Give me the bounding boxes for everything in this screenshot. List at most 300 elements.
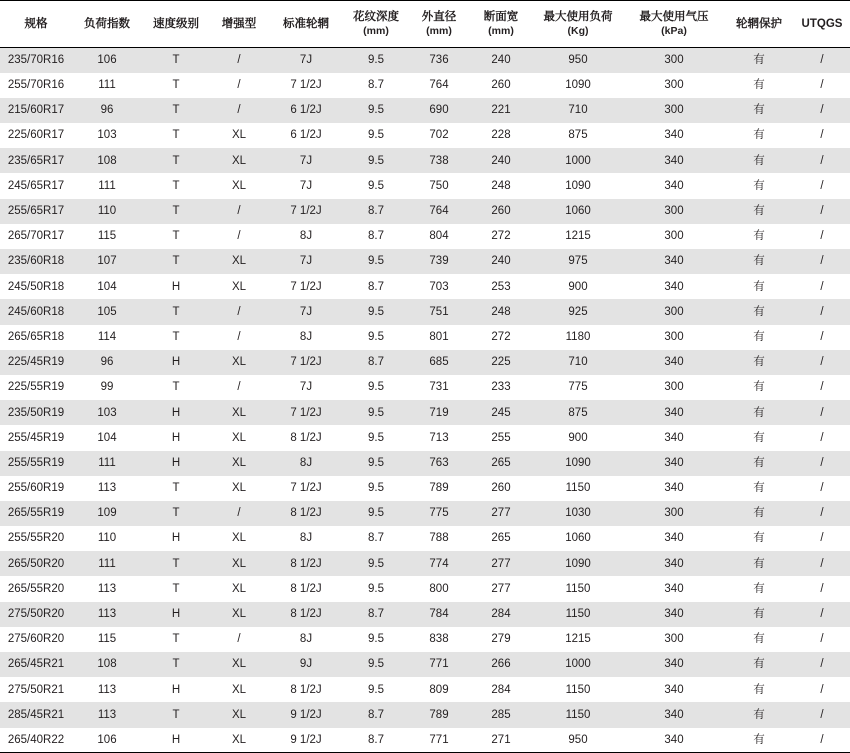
column-header-section-width <box>470 1 532 48</box>
table-cell: T <box>142 73 210 98</box>
table-cell: 710 <box>532 98 624 123</box>
table-cell: 340 <box>624 576 724 601</box>
table-cell: H <box>142 400 210 425</box>
table-header <box>0 1 850 48</box>
table-cell: 235/65R17 <box>0 148 72 173</box>
table-cell: / <box>794 728 850 753</box>
table-cell: 107 <box>72 249 142 274</box>
table-cell: 275/50R20 <box>0 602 72 627</box>
table-cell: / <box>794 400 850 425</box>
table-cell: 106 <box>72 48 142 73</box>
table-cell: 9.5 <box>344 551 408 576</box>
table-cell: / <box>210 98 268 123</box>
table-cell: T <box>142 148 210 173</box>
table-cell: 有 <box>724 325 794 350</box>
table-cell: 1150 <box>532 677 624 702</box>
table-row <box>0 677 850 702</box>
table-row <box>0 350 850 375</box>
table-cell: 有 <box>724 702 794 727</box>
table-cell: 340 <box>624 249 724 274</box>
table-cell: 225/60R17 <box>0 123 72 148</box>
table-cell: XL <box>210 652 268 677</box>
column-header-label: 增强型 <box>221 17 257 30</box>
table-cell: 9J <box>268 652 344 677</box>
table-cell: XL <box>210 249 268 274</box>
table-cell: 340 <box>624 274 724 299</box>
table-cell: 875 <box>532 123 624 148</box>
table-cell: 有 <box>724 224 794 249</box>
table-cell: H <box>142 274 210 299</box>
table-cell: 774 <box>408 551 470 576</box>
table-cell: 有 <box>724 48 794 73</box>
table-cell: 1090 <box>532 451 624 476</box>
table-cell: 235/50R19 <box>0 400 72 425</box>
table-cell: 245/65R17 <box>0 173 72 198</box>
table-cell: 235/70R16 <box>0 48 72 73</box>
table-cell: 260 <box>470 199 532 224</box>
table-cell: 7J <box>268 249 344 274</box>
table-cell: 9.5 <box>344 249 408 274</box>
table-cell: 8.7 <box>344 728 408 753</box>
table-cell: 114 <box>72 325 142 350</box>
table-row <box>0 526 850 551</box>
table-cell: 275/60R20 <box>0 627 72 652</box>
table-cell: T <box>142 224 210 249</box>
table-cell: 300 <box>624 98 724 123</box>
table-cell: / <box>794 501 850 526</box>
column-header-label: 花纹深度 <box>353 11 399 24</box>
table-cell: 有 <box>724 501 794 526</box>
table-cell: 764 <box>408 73 470 98</box>
table-cell: 113 <box>72 576 142 601</box>
table-cell: 有 <box>724 123 794 148</box>
table-cell: T <box>142 249 210 274</box>
column-header-label: 断面宽 <box>483 11 519 24</box>
table-cell: 8J <box>268 325 344 350</box>
table-cell: 1030 <box>532 501 624 526</box>
table-cell: 9.5 <box>344 98 408 123</box>
table-cell: 300 <box>624 627 724 652</box>
table-cell: / <box>794 627 850 652</box>
table-cell: 111 <box>72 173 142 198</box>
table-cell: 7 1/2J <box>268 400 344 425</box>
column-header-label: 最大使用气压 <box>639 11 709 24</box>
table-cell: 115 <box>72 224 142 249</box>
table-cell: T <box>142 199 210 224</box>
table-cell: 8 1/2J <box>268 425 344 450</box>
table-cell: XL <box>210 551 268 576</box>
table-row <box>0 375 850 400</box>
table-cell: 731 <box>408 375 470 400</box>
table-cell: 233 <box>470 375 532 400</box>
table-cell: / <box>210 73 268 98</box>
table-cell: 有 <box>724 476 794 501</box>
table-cell: 245/60R18 <box>0 299 72 324</box>
table-cell: / <box>794 199 850 224</box>
table-cell: 1150 <box>532 576 624 601</box>
table-cell: 255 <box>470 425 532 450</box>
table-cell: 950 <box>532 728 624 753</box>
column-header-label: 规格 <box>24 17 48 30</box>
table-cell: 6 1/2J <box>268 123 344 148</box>
table-cell: 7 1/2J <box>268 476 344 501</box>
table-cell: 1090 <box>532 173 624 198</box>
table-cell: 7J <box>268 148 344 173</box>
table-cell: / <box>794 325 850 350</box>
table-cell: 340 <box>624 148 724 173</box>
table-cell: T <box>142 48 210 73</box>
table-cell: XL <box>210 274 268 299</box>
table-cell: 900 <box>532 425 624 450</box>
table-cell: 284 <box>470 602 532 627</box>
table-cell: H <box>142 451 210 476</box>
table-cell: 279 <box>470 627 532 652</box>
table-cell: 有 <box>724 375 794 400</box>
table-cell: 266 <box>470 652 532 677</box>
table-cell: 713 <box>408 425 470 450</box>
table-cell: 9.5 <box>344 375 408 400</box>
table-cell: 8J <box>268 627 344 652</box>
table-cell: 784 <box>408 602 470 627</box>
table-cell: 1150 <box>532 476 624 501</box>
table-cell: 925 <box>532 299 624 324</box>
table-cell: / <box>794 425 850 450</box>
table-cell: 有 <box>724 627 794 652</box>
table-cell: XL <box>210 526 268 551</box>
table-cell: 340 <box>624 350 724 375</box>
table-cell: 340 <box>624 526 724 551</box>
table-cell: 272 <box>470 224 532 249</box>
table-cell: 1090 <box>532 551 624 576</box>
table-cell: 710 <box>532 350 624 375</box>
table-cell: 9.5 <box>344 451 408 476</box>
table-cell: / <box>794 652 850 677</box>
table-row <box>0 400 850 425</box>
table-cell: 109 <box>72 501 142 526</box>
table-cell: 有 <box>724 652 794 677</box>
table-row <box>0 501 850 526</box>
table-cell: 804 <box>408 224 470 249</box>
table-cell: 300 <box>624 375 724 400</box>
table-cell: 265/70R17 <box>0 224 72 249</box>
table-cell: T <box>142 551 210 576</box>
table-cell: 有 <box>724 425 794 450</box>
table-cell: 739 <box>408 249 470 274</box>
table-cell: 1150 <box>532 702 624 727</box>
table-cell: 265 <box>470 526 532 551</box>
table-row <box>0 602 850 627</box>
table-cell: 260 <box>470 476 532 501</box>
table-cell: 265/65R18 <box>0 325 72 350</box>
table-cell: 有 <box>724 677 794 702</box>
table-cell: 9.5 <box>344 173 408 198</box>
table-cell: / <box>794 526 850 551</box>
table-cell: 340 <box>624 476 724 501</box>
table-cell: 800 <box>408 576 470 601</box>
table-row <box>0 224 850 249</box>
table-cell: 248 <box>470 299 532 324</box>
table-cell: 96 <box>72 98 142 123</box>
table-cell: 7 1/2J <box>268 199 344 224</box>
table-cell: 265 <box>470 451 532 476</box>
table-cell: 1000 <box>532 148 624 173</box>
table-cell: 113 <box>72 476 142 501</box>
table-cell: T <box>142 627 210 652</box>
table-row <box>0 299 850 324</box>
table-cell: 300 <box>624 48 724 73</box>
table-body <box>0 48 850 753</box>
column-header-outer-diameter <box>408 1 470 48</box>
table-cell: 340 <box>624 728 724 753</box>
table-cell: XL <box>210 702 268 727</box>
table-cell: / <box>794 173 850 198</box>
table-cell: 1215 <box>532 627 624 652</box>
table-cell: 1215 <box>532 224 624 249</box>
table-cell: 300 <box>624 299 724 324</box>
table-cell: XL <box>210 173 268 198</box>
table-cell: / <box>210 627 268 652</box>
table-cell: 9.5 <box>344 325 408 350</box>
table-cell: 有 <box>724 173 794 198</box>
table-cell: 875 <box>532 400 624 425</box>
table-cell: 736 <box>408 48 470 73</box>
table-cell: 228 <box>470 123 532 148</box>
table-cell: 775 <box>532 375 624 400</box>
table-cell: H <box>142 425 210 450</box>
table-cell: 8.7 <box>344 274 408 299</box>
table-cell: XL <box>210 451 268 476</box>
table-row <box>0 476 850 501</box>
table-cell: 764 <box>408 199 470 224</box>
table-cell: 763 <box>408 451 470 476</box>
table-cell: 9.5 <box>344 501 408 526</box>
column-header-label: 标准轮辋 <box>283 17 329 30</box>
table-cell: 340 <box>624 602 724 627</box>
column-header-unit: (kPa) <box>661 24 687 37</box>
table-cell: 703 <box>408 274 470 299</box>
table-cell: 340 <box>624 425 724 450</box>
table-cell: / <box>794 48 850 73</box>
table-row <box>0 274 850 299</box>
table-cell: / <box>794 148 850 173</box>
table-cell: 950 <box>532 48 624 73</box>
table-row <box>0 199 850 224</box>
table-cell: 7 1/2J <box>268 73 344 98</box>
table-cell: H <box>142 526 210 551</box>
table-cell: 340 <box>624 702 724 727</box>
table-cell: 265/55R19 <box>0 501 72 526</box>
table-row <box>0 123 850 148</box>
column-header-label: 速度级别 <box>153 17 199 30</box>
column-header-unit: (Kg) <box>567 24 589 37</box>
table-row <box>0 249 850 274</box>
table-cell: 8 1/2J <box>268 677 344 702</box>
table-cell: XL <box>210 148 268 173</box>
table-cell: T <box>142 123 210 148</box>
table-cell: 300 <box>624 224 724 249</box>
table-row <box>0 48 850 73</box>
table-cell: / <box>794 702 850 727</box>
table-cell: / <box>210 375 268 400</box>
table-cell: 300 <box>624 73 724 98</box>
table-cell: 900 <box>532 274 624 299</box>
table-cell: 9 1/2J <box>268 702 344 727</box>
table-cell: 9.5 <box>344 652 408 677</box>
column-header-reinforced <box>210 1 268 48</box>
table-cell: 340 <box>624 652 724 677</box>
table-cell: 240 <box>470 48 532 73</box>
table-cell: H <box>142 602 210 627</box>
table-cell: T <box>142 299 210 324</box>
table-cell: 有 <box>724 576 794 601</box>
table-cell: 300 <box>624 501 724 526</box>
table-cell: 277 <box>470 576 532 601</box>
table-cell: XL <box>210 602 268 627</box>
table-cell: 215/60R17 <box>0 98 72 123</box>
table-cell: T <box>142 652 210 677</box>
table-cell: 300 <box>624 199 724 224</box>
table-cell: / <box>794 249 850 274</box>
table-cell: T <box>142 375 210 400</box>
table-cell: 277 <box>470 551 532 576</box>
table-cell: T <box>142 173 210 198</box>
table-row <box>0 173 850 198</box>
table-cell: 788 <box>408 526 470 551</box>
table-cell: 8 1/2J <box>268 551 344 576</box>
table-cell: / <box>794 476 850 501</box>
table-cell: 340 <box>624 451 724 476</box>
table-cell: 9.5 <box>344 476 408 501</box>
table-cell: 789 <box>408 702 470 727</box>
table-cell: / <box>794 576 850 601</box>
table-cell: XL <box>210 476 268 501</box>
table-cell: 1090 <box>532 73 624 98</box>
table-cell: / <box>794 451 850 476</box>
table-cell: 271 <box>470 728 532 753</box>
table-cell: 7J <box>268 299 344 324</box>
table-cell: 771 <box>408 652 470 677</box>
table-cell: 221 <box>470 98 532 123</box>
table-cell: 1180 <box>532 325 624 350</box>
table-cell: 106 <box>72 728 142 753</box>
table-cell: / <box>794 224 850 249</box>
header-row <box>0 1 850 48</box>
table-cell: / <box>210 199 268 224</box>
table-cell: XL <box>210 677 268 702</box>
table-cell: 719 <box>408 400 470 425</box>
table-cell: / <box>794 677 850 702</box>
table-cell: 260 <box>470 73 532 98</box>
table-cell: XL <box>210 576 268 601</box>
table-cell: / <box>794 350 850 375</box>
table-cell: H <box>142 677 210 702</box>
table-cell: 9.5 <box>344 123 408 148</box>
table-cell: XL <box>210 123 268 148</box>
table-cell: 285 <box>470 702 532 727</box>
table-cell: 8.7 <box>344 73 408 98</box>
table-row <box>0 652 850 677</box>
table-cell: 有 <box>724 400 794 425</box>
table-cell: 284 <box>470 677 532 702</box>
column-header-label: 轮辋保护 <box>736 17 782 30</box>
table-cell: 789 <box>408 476 470 501</box>
table-cell: 9.5 <box>344 400 408 425</box>
column-header-label: 负荷指数 <box>84 17 130 30</box>
table-cell: 有 <box>724 526 794 551</box>
table-cell: T <box>142 98 210 123</box>
table-cell: 115 <box>72 627 142 652</box>
table-cell: / <box>210 501 268 526</box>
table-cell: 245 <box>470 400 532 425</box>
table-cell: 275/50R21 <box>0 677 72 702</box>
table-row <box>0 148 850 173</box>
table-cell: / <box>794 73 850 98</box>
table-cell: 8.7 <box>344 224 408 249</box>
table-cell: 7J <box>268 48 344 73</box>
table-cell: 751 <box>408 299 470 324</box>
table-cell: 750 <box>408 173 470 198</box>
column-header-tread-depth <box>344 1 408 48</box>
table-cell: 1060 <box>532 199 624 224</box>
table-cell: 809 <box>408 677 470 702</box>
table-cell: 255/55R20 <box>0 526 72 551</box>
table-cell: 113 <box>72 602 142 627</box>
column-header-max-pressure <box>624 1 724 48</box>
table-cell: / <box>794 123 850 148</box>
table-cell: 有 <box>724 728 794 753</box>
table-row <box>0 451 850 476</box>
column-header-label: 外直径 <box>421 11 457 24</box>
table-cell: 265/40R22 <box>0 728 72 753</box>
column-header-unit: (mm) <box>488 24 514 37</box>
table-cell: 245/50R18 <box>0 274 72 299</box>
table-cell: 6 1/2J <box>268 98 344 123</box>
table-row <box>0 728 850 753</box>
table-cell: 7J <box>268 375 344 400</box>
table-cell: 7 1/2J <box>268 274 344 299</box>
table-cell: 255/65R17 <box>0 199 72 224</box>
table-cell: 有 <box>724 249 794 274</box>
column-header-rim-protector <box>724 1 794 48</box>
table-cell: 9.5 <box>344 148 408 173</box>
table-cell: / <box>210 325 268 350</box>
table-cell: 8.7 <box>344 350 408 375</box>
table-cell: 300 <box>624 325 724 350</box>
table-cell: / <box>210 48 268 73</box>
table-cell: 235/60R18 <box>0 249 72 274</box>
column-header-utqgs <box>794 1 850 48</box>
table-cell: XL <box>210 728 268 753</box>
table-cell: 255/60R19 <box>0 476 72 501</box>
table-cell: 8 1/2J <box>268 602 344 627</box>
table-row <box>0 576 850 601</box>
table-cell: 975 <box>532 249 624 274</box>
table-cell: 248 <box>470 173 532 198</box>
table-cell: XL <box>210 400 268 425</box>
table-row <box>0 627 850 652</box>
table-cell: 240 <box>470 148 532 173</box>
table-cell: 225/55R19 <box>0 375 72 400</box>
table-cell: XL <box>210 425 268 450</box>
table-cell: / <box>794 274 850 299</box>
table-cell: 775 <box>408 501 470 526</box>
column-header-standard-rim <box>268 1 344 48</box>
table-cell: 8J <box>268 451 344 476</box>
table-cell: 738 <box>408 148 470 173</box>
table-cell: 有 <box>724 551 794 576</box>
table-cell: / <box>794 299 850 324</box>
table-cell: 110 <box>72 199 142 224</box>
